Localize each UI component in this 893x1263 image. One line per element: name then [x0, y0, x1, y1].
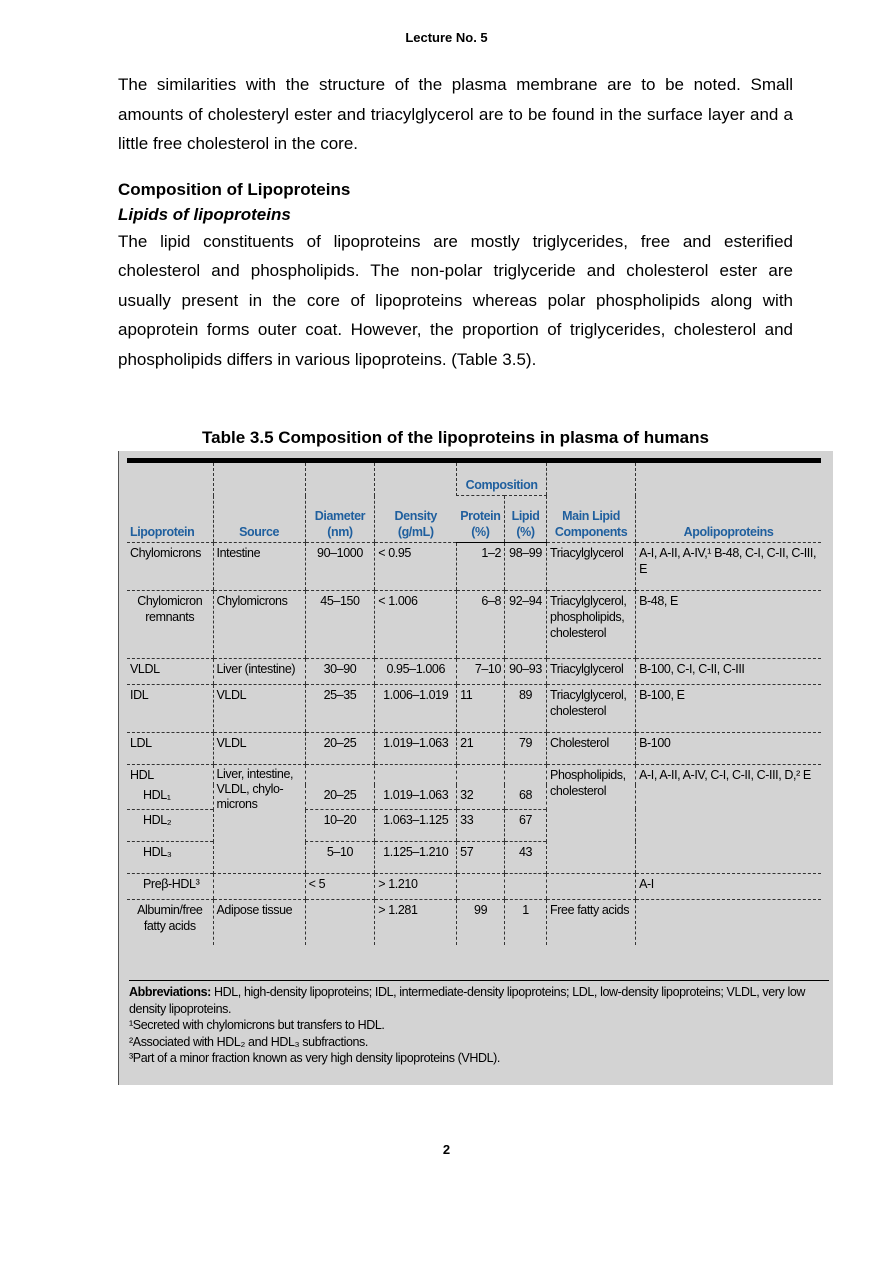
- cell-apo: B-100, C-I, C-II, C-III: [636, 659, 821, 685]
- cell-source: Intestine: [213, 543, 305, 591]
- cell-name: Chylomicron remnants: [127, 591, 213, 659]
- cell-protein: 57: [457, 841, 505, 873]
- cell-lipid: 90–93: [505, 659, 547, 685]
- cell-apo: A-I, A-II, A-IV, C-I, C-II, C-III, D,² E: [636, 765, 821, 874]
- cell-density: > 1.281: [375, 899, 457, 945]
- table-row: [127, 659, 821, 685]
- cell-lipid: 67: [505, 809, 547, 841]
- cell-protein: 7–10: [457, 659, 505, 685]
- abbreviations-text: HDL, high-density lipoproteins; IDL, intermediate-density lipoproteins; LDL, low-density lipoproteins; VLDL, very low density lipoproteins.: [129, 985, 806, 1016]
- cell-density: 1.125–1.210: [375, 841, 457, 873]
- cell-main-lipid: Free fatty acids: [547, 899, 636, 945]
- cell-main-lipid: Phospholipids, cholesterol: [547, 765, 636, 874]
- cell-diameter: 20–25: [305, 733, 375, 765]
- cell-diameter: 25–35: [305, 685, 375, 733]
- cell-lipid: 92–94: [505, 591, 547, 659]
- cell-diameter: 30–90: [305, 659, 375, 685]
- cell-density: < 1.006: [375, 591, 457, 659]
- cell-name: HDL₃: [127, 841, 213, 873]
- cell-source: VLDL: [213, 733, 305, 765]
- cell-density: < 0.95: [375, 543, 457, 591]
- cell-source: VLDL: [213, 685, 305, 733]
- header-protein: Protein (%): [457, 496, 505, 543]
- cell-name: HDL: [130, 768, 154, 782]
- cell-diameter: 90–1000: [305, 543, 375, 591]
- lipoprotein-table-box: [118, 451, 833, 1085]
- cell-name: VLDL: [127, 659, 213, 685]
- lecture-header: Lecture No. 5: [405, 30, 488, 45]
- cell-protein: 99: [457, 899, 505, 945]
- footnote-3: ³Part of a minor fraction known as very high density lipoproteins (VHDL).: [129, 1051, 500, 1065]
- cell-density: 1.006–1.019: [375, 685, 457, 733]
- cell-protein: 21: [457, 733, 505, 765]
- cell-protein: 33: [457, 809, 505, 841]
- table-row: [127, 591, 821, 659]
- cell-apo: B-100, E: [636, 685, 821, 733]
- cell-lipid: 79: [505, 733, 547, 765]
- cell-name: IDL: [127, 685, 213, 733]
- cell-density: 0.95–1.006: [375, 659, 457, 685]
- cell-diameter: 10–20: [305, 809, 375, 841]
- table-row: [127, 765, 821, 786]
- cell-protein: 1–2: [457, 543, 505, 591]
- cell-apo: A-I, A-II, A-IV,¹ B-48, C-I, C-II, C-III, E: [636, 543, 821, 591]
- cell-lipid: 1: [505, 899, 547, 945]
- lipoprotein-table: [127, 463, 821, 945]
- footnote-1: ¹Secreted with chylomicrons but transfers to HDL.: [129, 1018, 385, 1032]
- cell-apo: B-100: [636, 733, 821, 765]
- header-main-lipid: Main Lipid Components: [547, 463, 636, 543]
- table-row: [127, 873, 821, 899]
- table-row: [127, 685, 821, 733]
- cell-name: HDL₁: [127, 785, 213, 809]
- header-apolipoproteins: Apolipoproteins: [636, 463, 821, 543]
- cell-density: 1.019–1.063: [375, 733, 457, 765]
- cell-name: Chylomicrons: [127, 543, 213, 591]
- cell-protein: 32: [457, 785, 505, 809]
- header-source: Source: [213, 463, 305, 543]
- cell-density: 1.019–1.063: [375, 785, 457, 809]
- cell-protein: 6–8: [457, 591, 505, 659]
- table-row: [127, 543, 821, 591]
- footnote-2: ²Associated with HDL₂ and HDL₃ subfractions.: [129, 1034, 368, 1049]
- header-lipid: Lipid (%): [505, 496, 547, 543]
- cell-density: > 1.210: [375, 873, 457, 899]
- cell-main-lipid: Triacylglycerol, phospholipids, cholesterol: [547, 591, 636, 659]
- cell-name: LDL: [127, 733, 213, 765]
- cell-protein: 11: [457, 685, 505, 733]
- cell-main-lipid: Triacylglycerol: [547, 659, 636, 685]
- cell-apo: B-48, E: [636, 591, 821, 659]
- cell-name: HDL₂: [127, 809, 213, 841]
- intro-paragraph: The similarities with the structure of the plasma membrane are to be noted. Small amounts of cholesteryl ester and triacylglycerol are to be found in the surface layer and a little free cholesterol in the core.: [118, 75, 793, 153]
- cell-name: Preβ-HDL³: [127, 873, 213, 899]
- cell-lipid: 43: [505, 841, 547, 873]
- cell-lipid: 98–99: [505, 543, 547, 591]
- table-row: [127, 733, 821, 765]
- cell-main-lipid: Triacylglycerol: [547, 543, 636, 591]
- cell-density: 1.063–1.125: [375, 809, 457, 841]
- header-density: Density (g/mL): [375, 463, 457, 543]
- header-composition: Composition: [457, 463, 547, 496]
- section-paragraph: The lipid constituents of lipoproteins are mostly triglycerides, free and esterified cholesterol and phospholipids. The non-polar triglyceride and cholesterol ester are usually present in the core of lipoproteins whereas polar phospholipids along with apoprotein forms outer coat. However, the proportion of triglycerides, cholesterol and phospholipids differs in various lipoproteins. (Table 3.5).: [118, 231, 793, 369]
- table-row: [127, 899, 821, 945]
- cell-diameter: < 5: [305, 873, 375, 899]
- table-caption: Table 3.5 Composition of the lipoproteins in plasma of humans: [202, 428, 709, 447]
- header-diameter: Diameter (nm): [305, 463, 375, 543]
- cell-diameter: 5–10: [305, 841, 375, 873]
- cell-source: Chylomicrons: [213, 591, 305, 659]
- header-lipoprotein: Lipoprotein: [127, 463, 213, 543]
- abbreviations-label: Abbreviations:: [129, 985, 211, 999]
- cell-source: Adipose tissue: [213, 899, 305, 945]
- cell-lipid: 89: [505, 685, 547, 733]
- cell-diameter: 45–150: [305, 591, 375, 659]
- abbreviations-note: [129, 984, 829, 1017]
- cell-source: Liver, intestine, VLDL, chylo-microns: [213, 765, 305, 874]
- page-number: 2: [442, 1142, 451, 1157]
- cell-main-lipid: Cholesterol: [547, 733, 636, 765]
- table-footnotes: [129, 980, 829, 1067]
- section-subheading: Lipids of lipoproteins: [118, 204, 291, 224]
- section-heading: Composition of Lipoproteins: [118, 179, 351, 199]
- cell-lipid: 68: [505, 785, 547, 809]
- cell-name: Albumin/free fatty acids: [137, 902, 203, 933]
- cell-source: Liver (intestine): [213, 659, 305, 685]
- cell-apo: A-I: [636, 873, 821, 899]
- cell-diameter: 20–25: [305, 785, 375, 809]
- main-content: [118, 70, 793, 374]
- cell-main-lipid: Triacylglycerol, cholesterol: [547, 685, 636, 733]
